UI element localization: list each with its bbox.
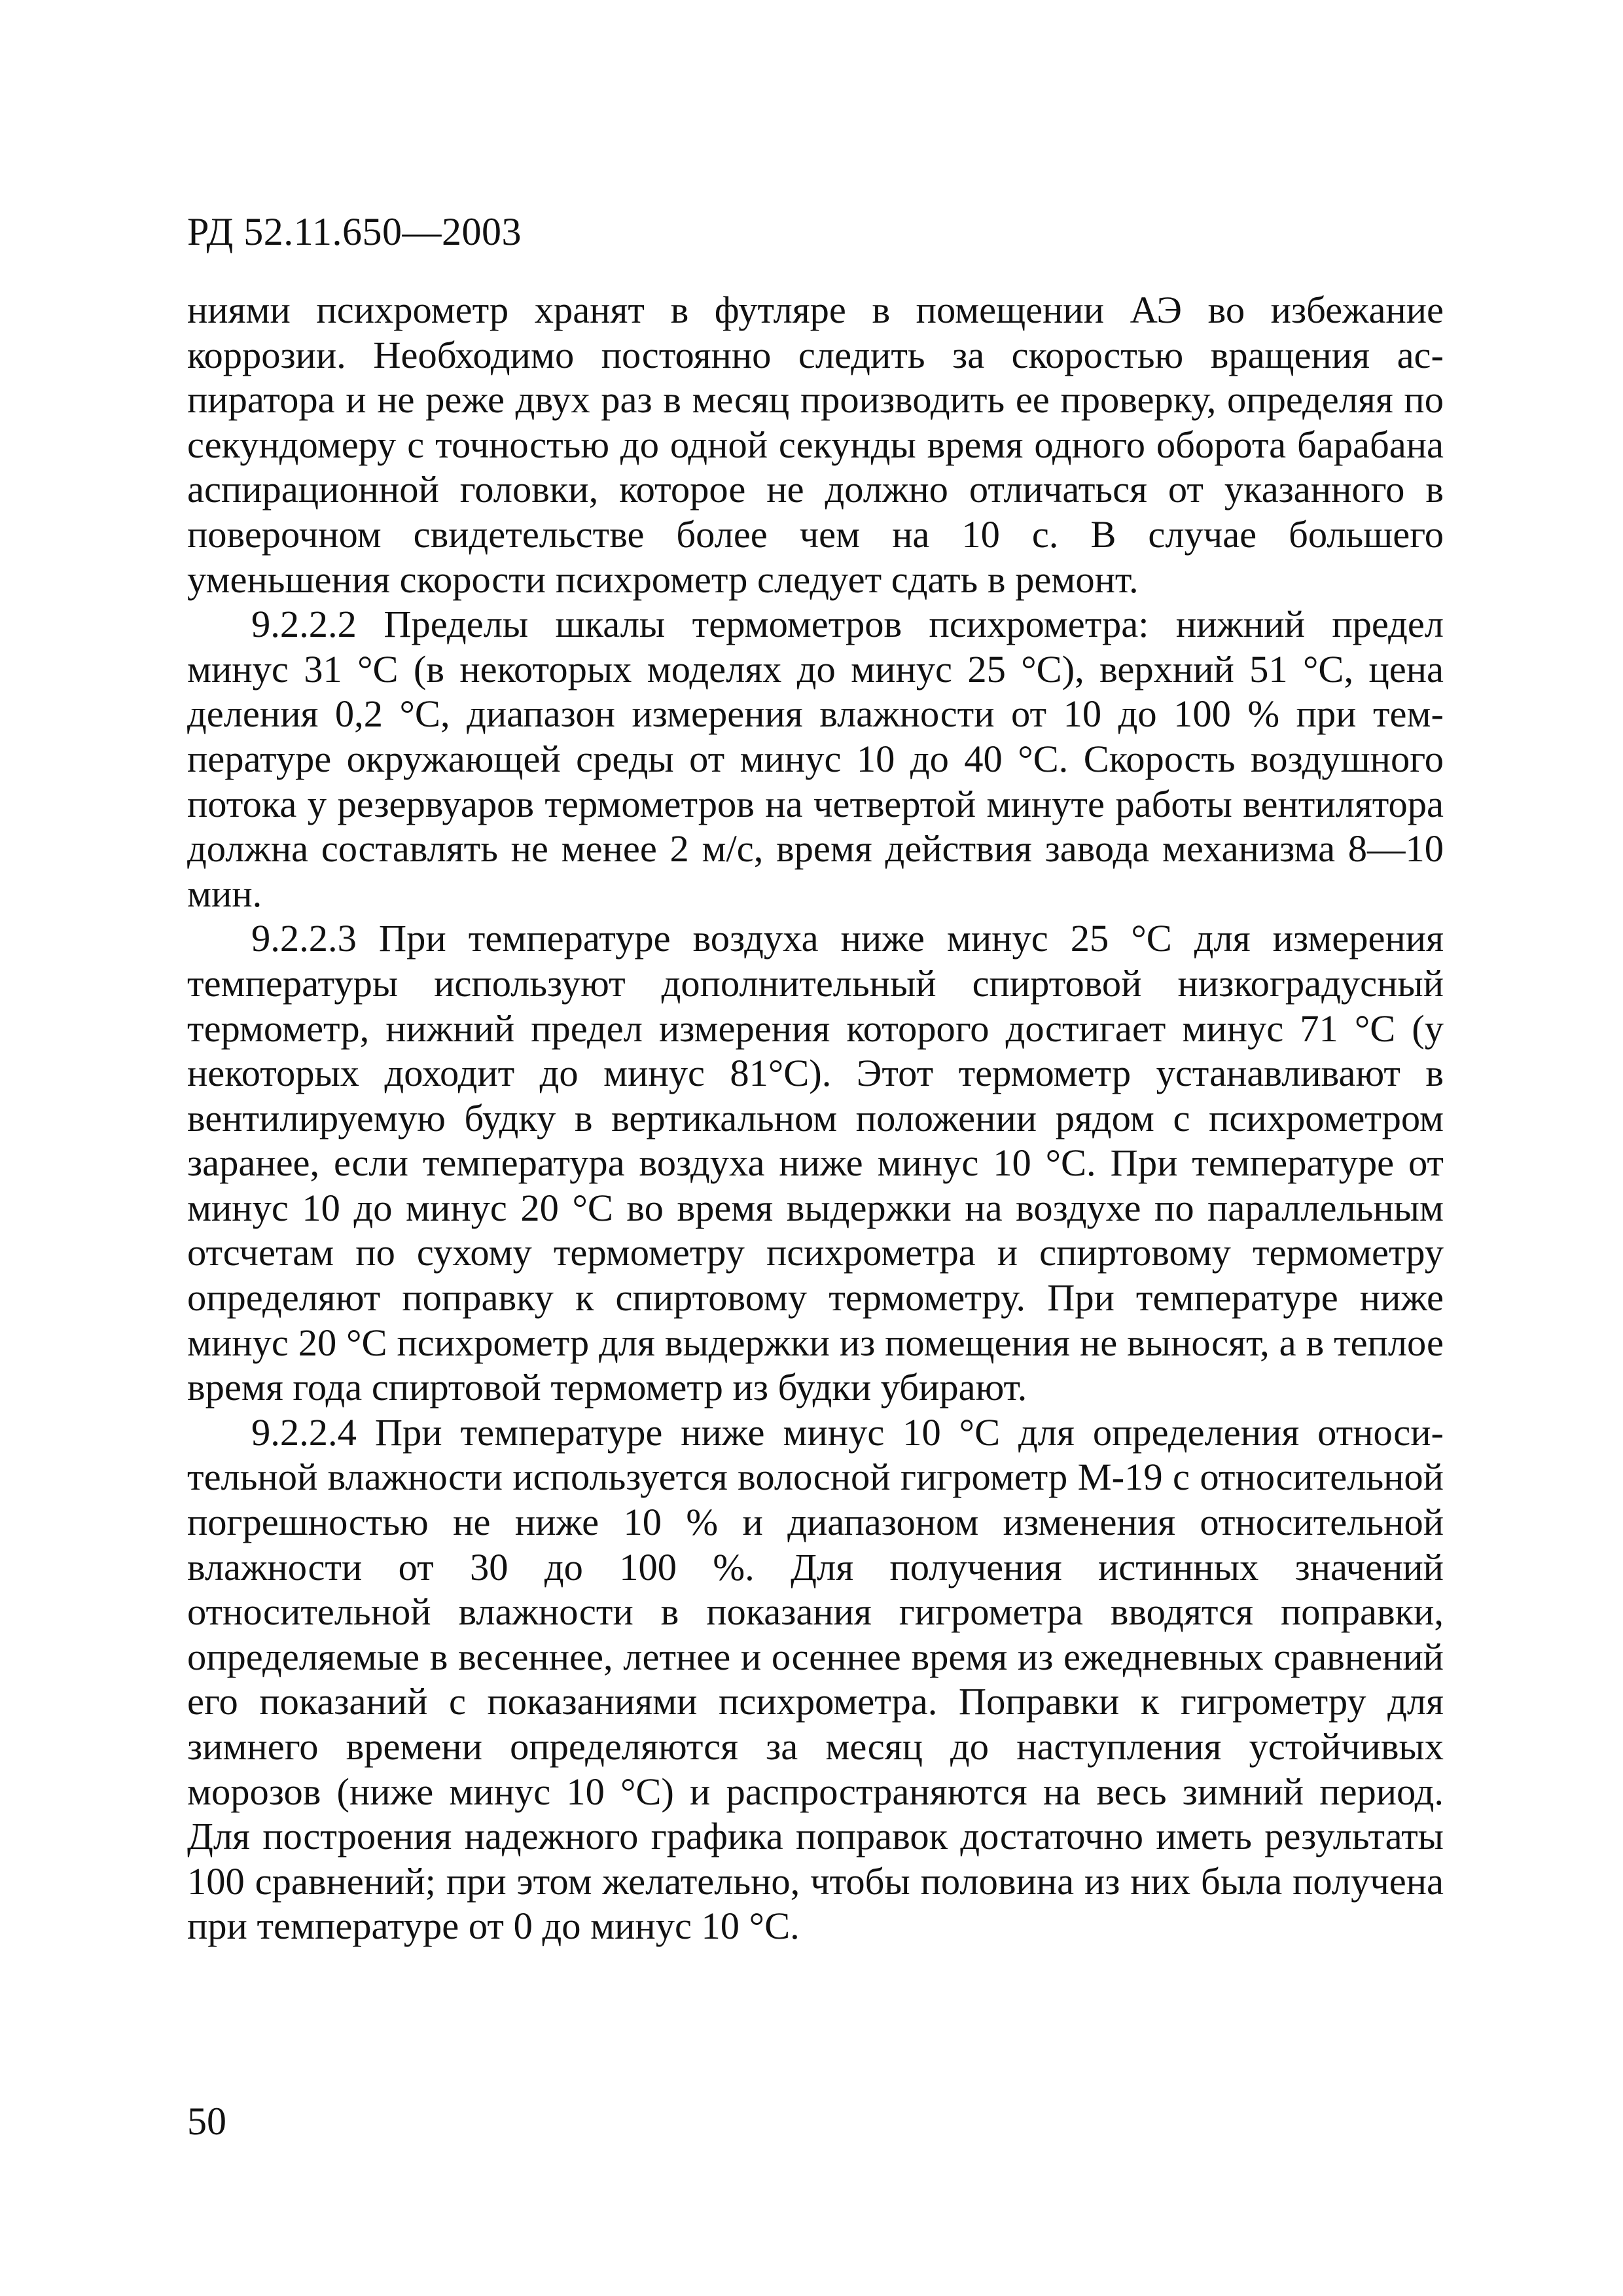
- paragraph-9-2-2-4: 9.2.2.4 При температуре ниже минус 10 °С для определения относительной влажности используется волосной гигрометр М-19 с относительной погрешностью не ниже 10 % и диапазоном изменения относительной влажности от 30 до 100 %. Для получения истинных значений относительной влажности в показания гигрометра вводятся поправки, определяемые в весеннее, летнее и осеннее время из ежедневных сравнений его показаний с показаниями психрометра. Поправки к гигрометру для зимнего времени определяются за месяц до наступления устойчивых морозов (ниже минус 10 °С) и распространяются на весь зимний период. Для построения надежного графика поправок достаточно иметь результаты 100 сравнений; при этом желательно, чтобы половина из них была получена при температуре от 0 до минус 10 °С.: [187, 1410, 1444, 1948]
- paragraph-9-2-2-2: 9.2.2.2 Пределы шкалы термометров психрометра: нижний предел минус 31 °С (в некоторых моделях до минус 25 °С), верхний 51 °С, цена деления 0,2 °С, диапазон измерения влажности от 10 до 100 % при температуре окружающей среды от минус 10 до 40 °С. Скорость воздушного потока у резервуаров термометров на четвертой минуте работы вентилятора должна составлять не менее 2 м/с, время действия завода механизма 8—10 мин.: [187, 603, 1444, 915]
- paragraph-continuation: ниями психрометр хранят в футляре в помещении АЭ во избежание коррозии. Необходимо постоянно следить за скоростью вращения аспиратора и не реже двух раз в месяц производить ее проверку, определяя по секундомеру с точностью до одной секунды время одного оборота барабана аспирационной головки, которое не должно отличаться от указанного в поверочном свидетельстве более чем на 10 с. В случае большего уменьшения скорости психрометр следует сдать в ремонт.: [187, 289, 1444, 601]
- document-body: [187, 288, 1444, 1949]
- page-number: 50: [187, 2100, 226, 2143]
- document-code-header: РД 52.11.650—2003: [187, 210, 522, 253]
- paragraph-9-2-2-3: 9.2.2.3 При температуре воздуха ниже минус 25 °С для измерения температуры используют дополнительный спиртовой низкоградусный термометр, нижний предел измерения которого достигает минус 71 °С (у некоторых доходит до минус 81°С). Этот термометр устанавливают в вентилируемую будку в вертикальном положении рядом с психрометром заранее, если температура воздуха ниже минус 10 °С. При температуре от минус 10 до минус 20 °С во время выдержки на воздухе по параллельным отсчетам по сухому термометру психрометра и спиртовому термометру определяют поправку к спиртовому термометру. При температуре ниже минус 20 °С психрометр для выдержки из помещения не выносят, а в теплое время года спиртовой термометр из будки убирают.: [187, 917, 1444, 1409]
